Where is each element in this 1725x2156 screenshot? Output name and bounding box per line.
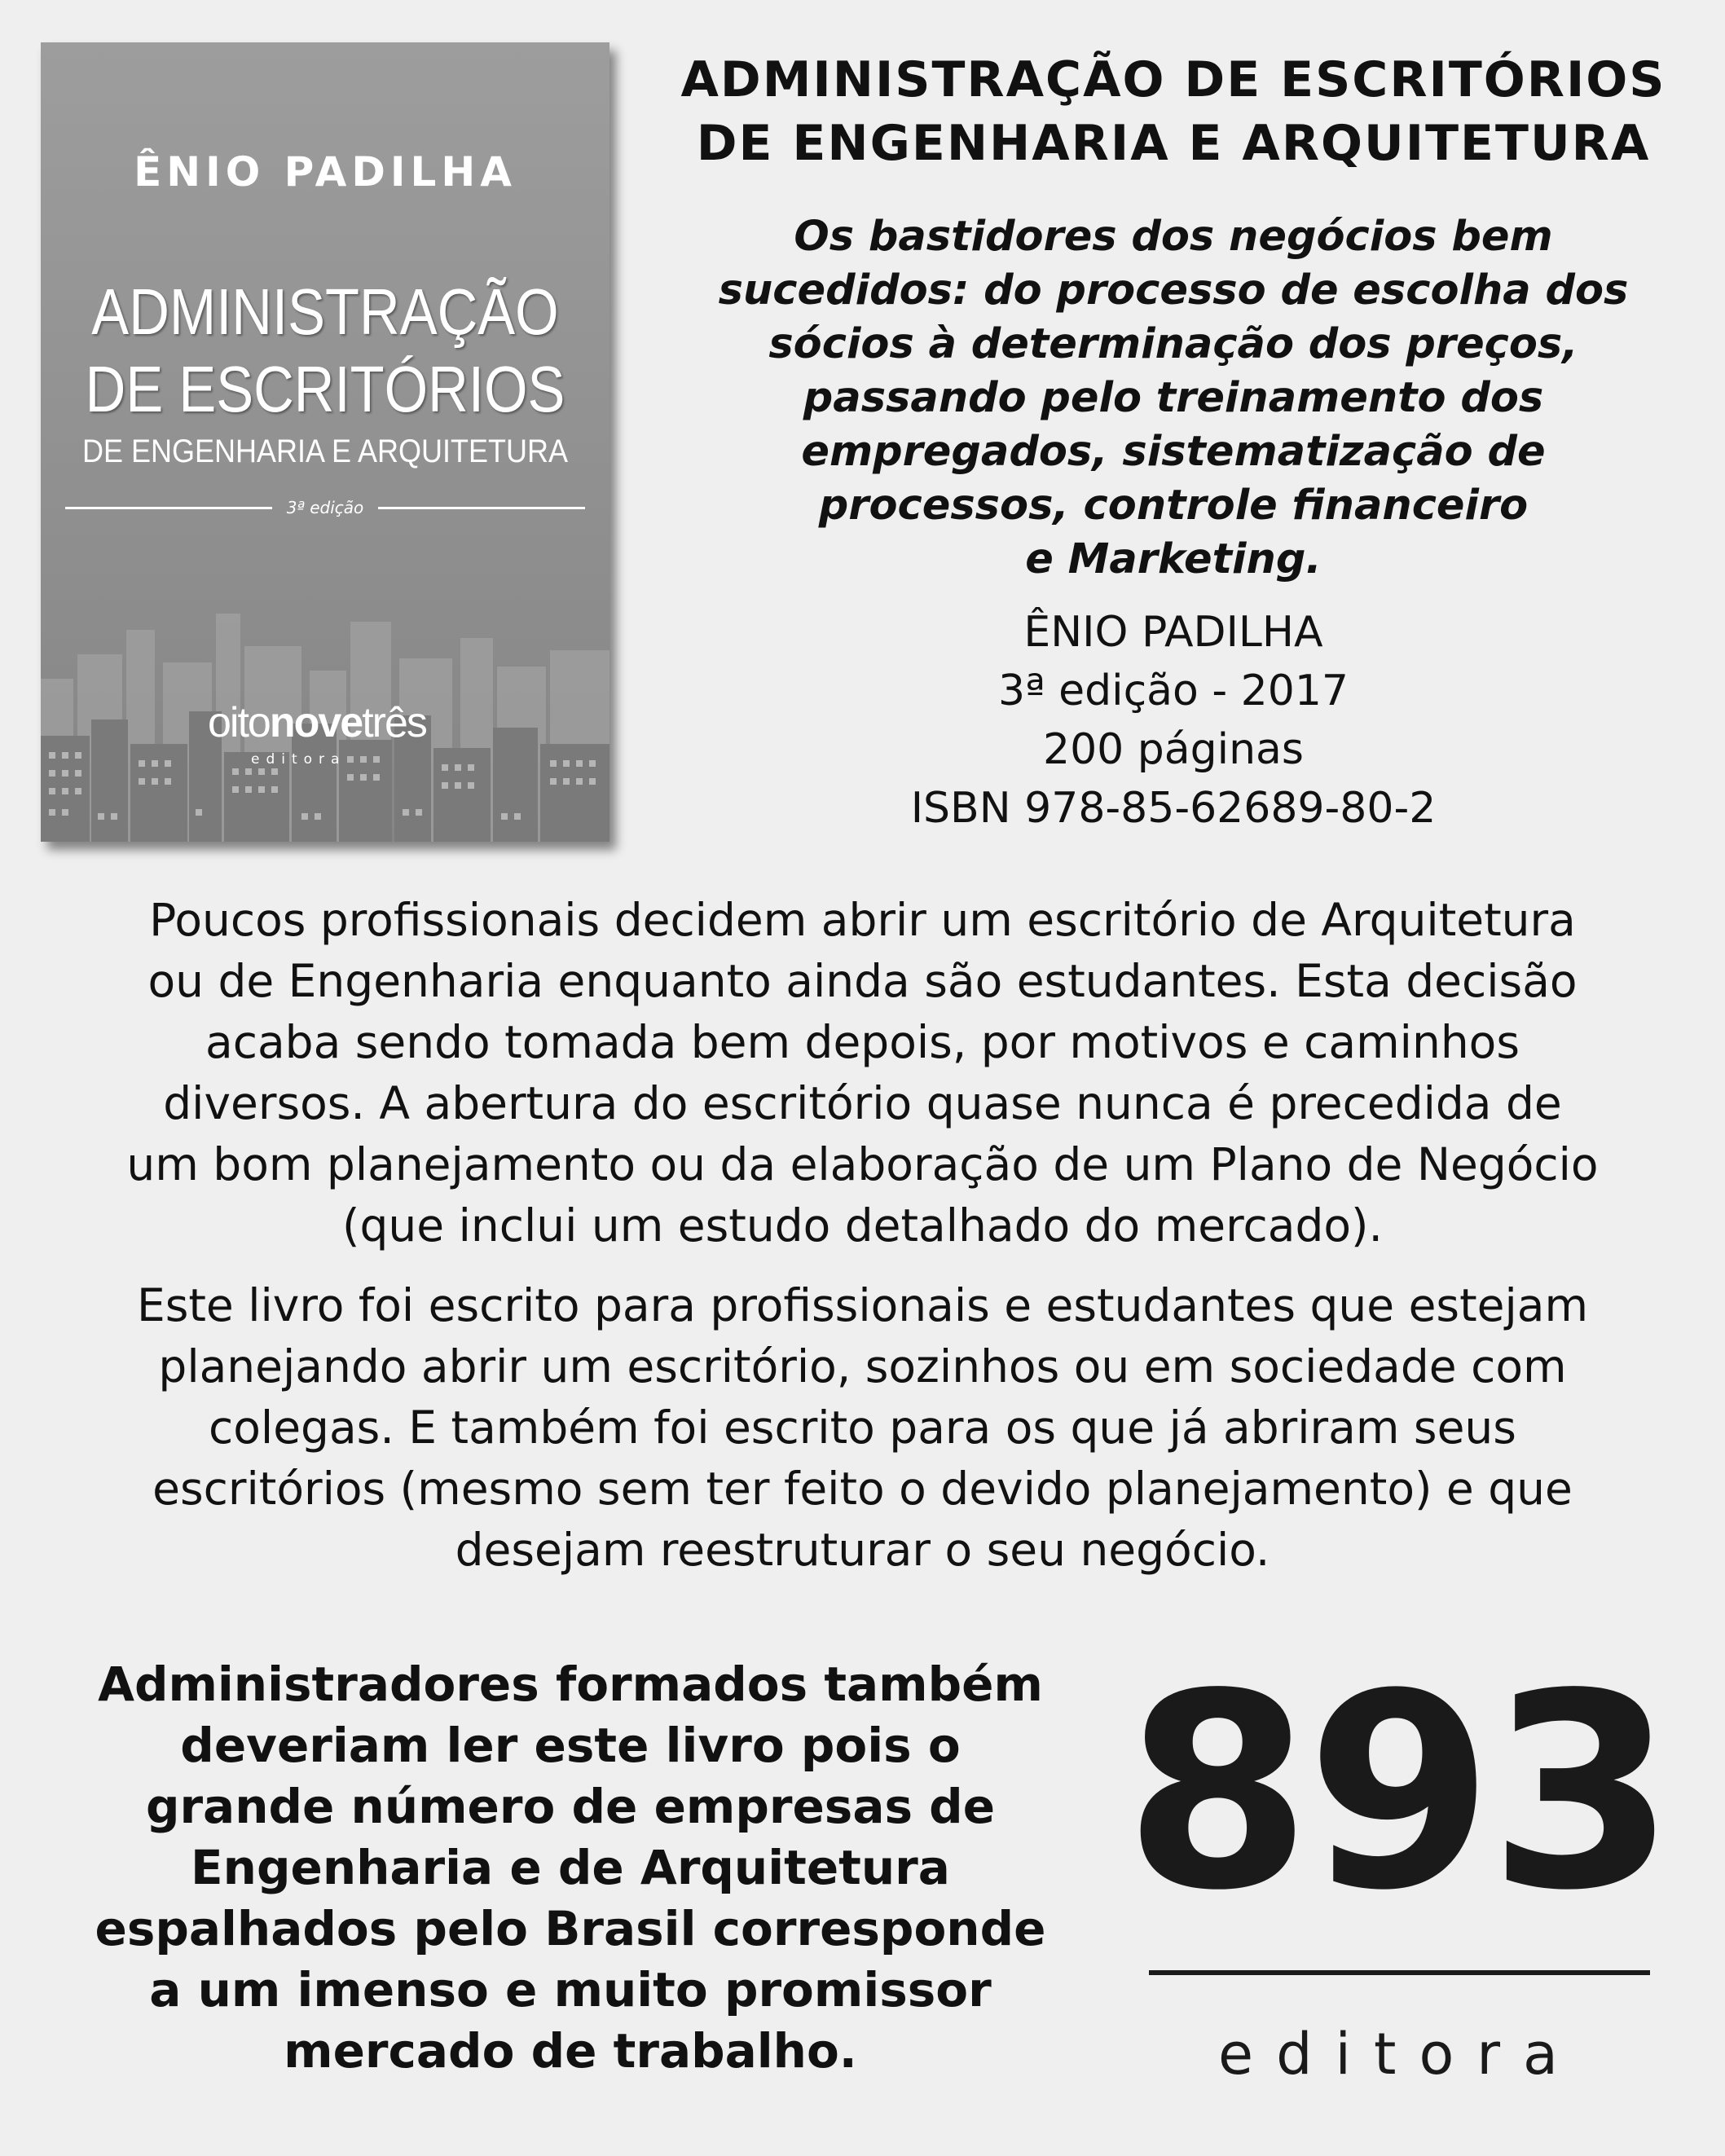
paragraph-line: diversos. A abertura do escritório quase nunca é precedida de [163,1077,1562,1129]
meta-pages: 200 páginas [1042,725,1305,774]
paragraph-line: desejam reestruturar o seu negócio. [455,1524,1270,1576]
cover-edition: 3ª edição [286,498,364,517]
callout-text [24,1654,1116,2082]
subtitle-line: passando pelo treinamento dos [803,374,1544,422]
cover-author: ÊNIO PADILHA [134,148,517,196]
cover-rule-left [65,507,272,509]
publisher-logo-number: 893 [1124,1636,1671,1949]
callout-line: deveriam ler este livro pois o [180,1718,961,1773]
subtitle-line: Os bastidores dos negócios bem [794,213,1553,261]
paragraph-line: ou de Engenharia enquanto ainda são estudantes. Esta decisão [147,955,1578,1007]
subtitle-line: processos, controle financeiro [818,482,1529,530]
book-cover [41,42,609,842]
callout-line: espalhados pelo Brasil corresponde [95,1901,1046,1956]
paragraph-line: (que inclui um estudo detalhado do mercado). [342,1199,1383,1252]
cover-subtitle: DE ENGENHARIA E ARQUITETURA [81,433,569,469]
cover-rule-right [378,507,585,509]
cover-publisher-label: editora [251,751,346,768]
description-paragraph-1 [24,890,1701,1256]
callout-line: grande número de empresas de [145,1779,996,1834]
cover-publisher-logo [208,698,426,747]
callout-line: Engenharia e de Arquitetura [191,1840,950,1895]
book-title-line1: ADMINISTRAÇÃO DE ESCRITÓRIOS [680,51,1666,108]
cover-title-line1: ADMINISTRAÇÃO [91,275,559,348]
callout-line: a um imenso e muito promissor [149,1962,992,2017]
meta-edition: 3ª edição - 2017 [998,667,1349,715]
subtitle-line: e Marketing. [1025,535,1322,583]
subtitle-line: empregados, sistematização de [801,428,1546,476]
publisher-logo-rule [1149,1970,1650,1975]
paragraph-line: colegas. E também foi escrito para os que já abriram seus [209,1401,1516,1454]
meta-author: ÊNIO PADILHA [1023,608,1323,657]
paragraph-line: Este livro foi escrito para profissionais e estudantes que estejam [136,1279,1589,1331]
paragraph-line: acaba sendo tomada bem depois, por motivos e caminhos [205,1016,1520,1068]
cover-title-line2: DE ESCRITÓRIOS [85,353,565,425]
book-title-line2: DE ENGENHARIA E ARQUITETURA [696,115,1651,172]
subtitle-line: sócios à determinação dos preços, [768,320,1578,368]
paragraph-line: um bom planejamento ou da elaboração de um Plano de Negócio [126,1138,1599,1190]
book-metadata [627,603,1719,838]
paragraph-line: planejando abrir um escritório, sozinhos ou em sociedade com [158,1340,1567,1393]
callout-line: mercado de trabalho. [284,2023,857,2079]
cover-edition-row [65,495,585,520]
book-subtitle [644,210,1703,587]
publisher-suffix: três [362,699,426,746]
callout-line: Administradores formados também [98,1657,1043,1712]
publisher-prefix: oito [208,699,270,746]
subtitle-line: sucedidos: do processo de escolha dos [718,266,1629,315]
paragraph-line: Poucos profissionais decidem abrir um escritório de Arquitetura [149,894,1576,946]
publisher-bold: nove [269,699,363,746]
paragraph-line: escritórios (mesmo sem ter feito o devido planejamento) e que [152,1463,1573,1515]
description-paragraph-2 [24,1275,1701,1581]
meta-isbn: ISBN 978-85-62689-80-2 [910,784,1437,833]
publisher-logo-label: editora [1218,2021,1581,2088]
